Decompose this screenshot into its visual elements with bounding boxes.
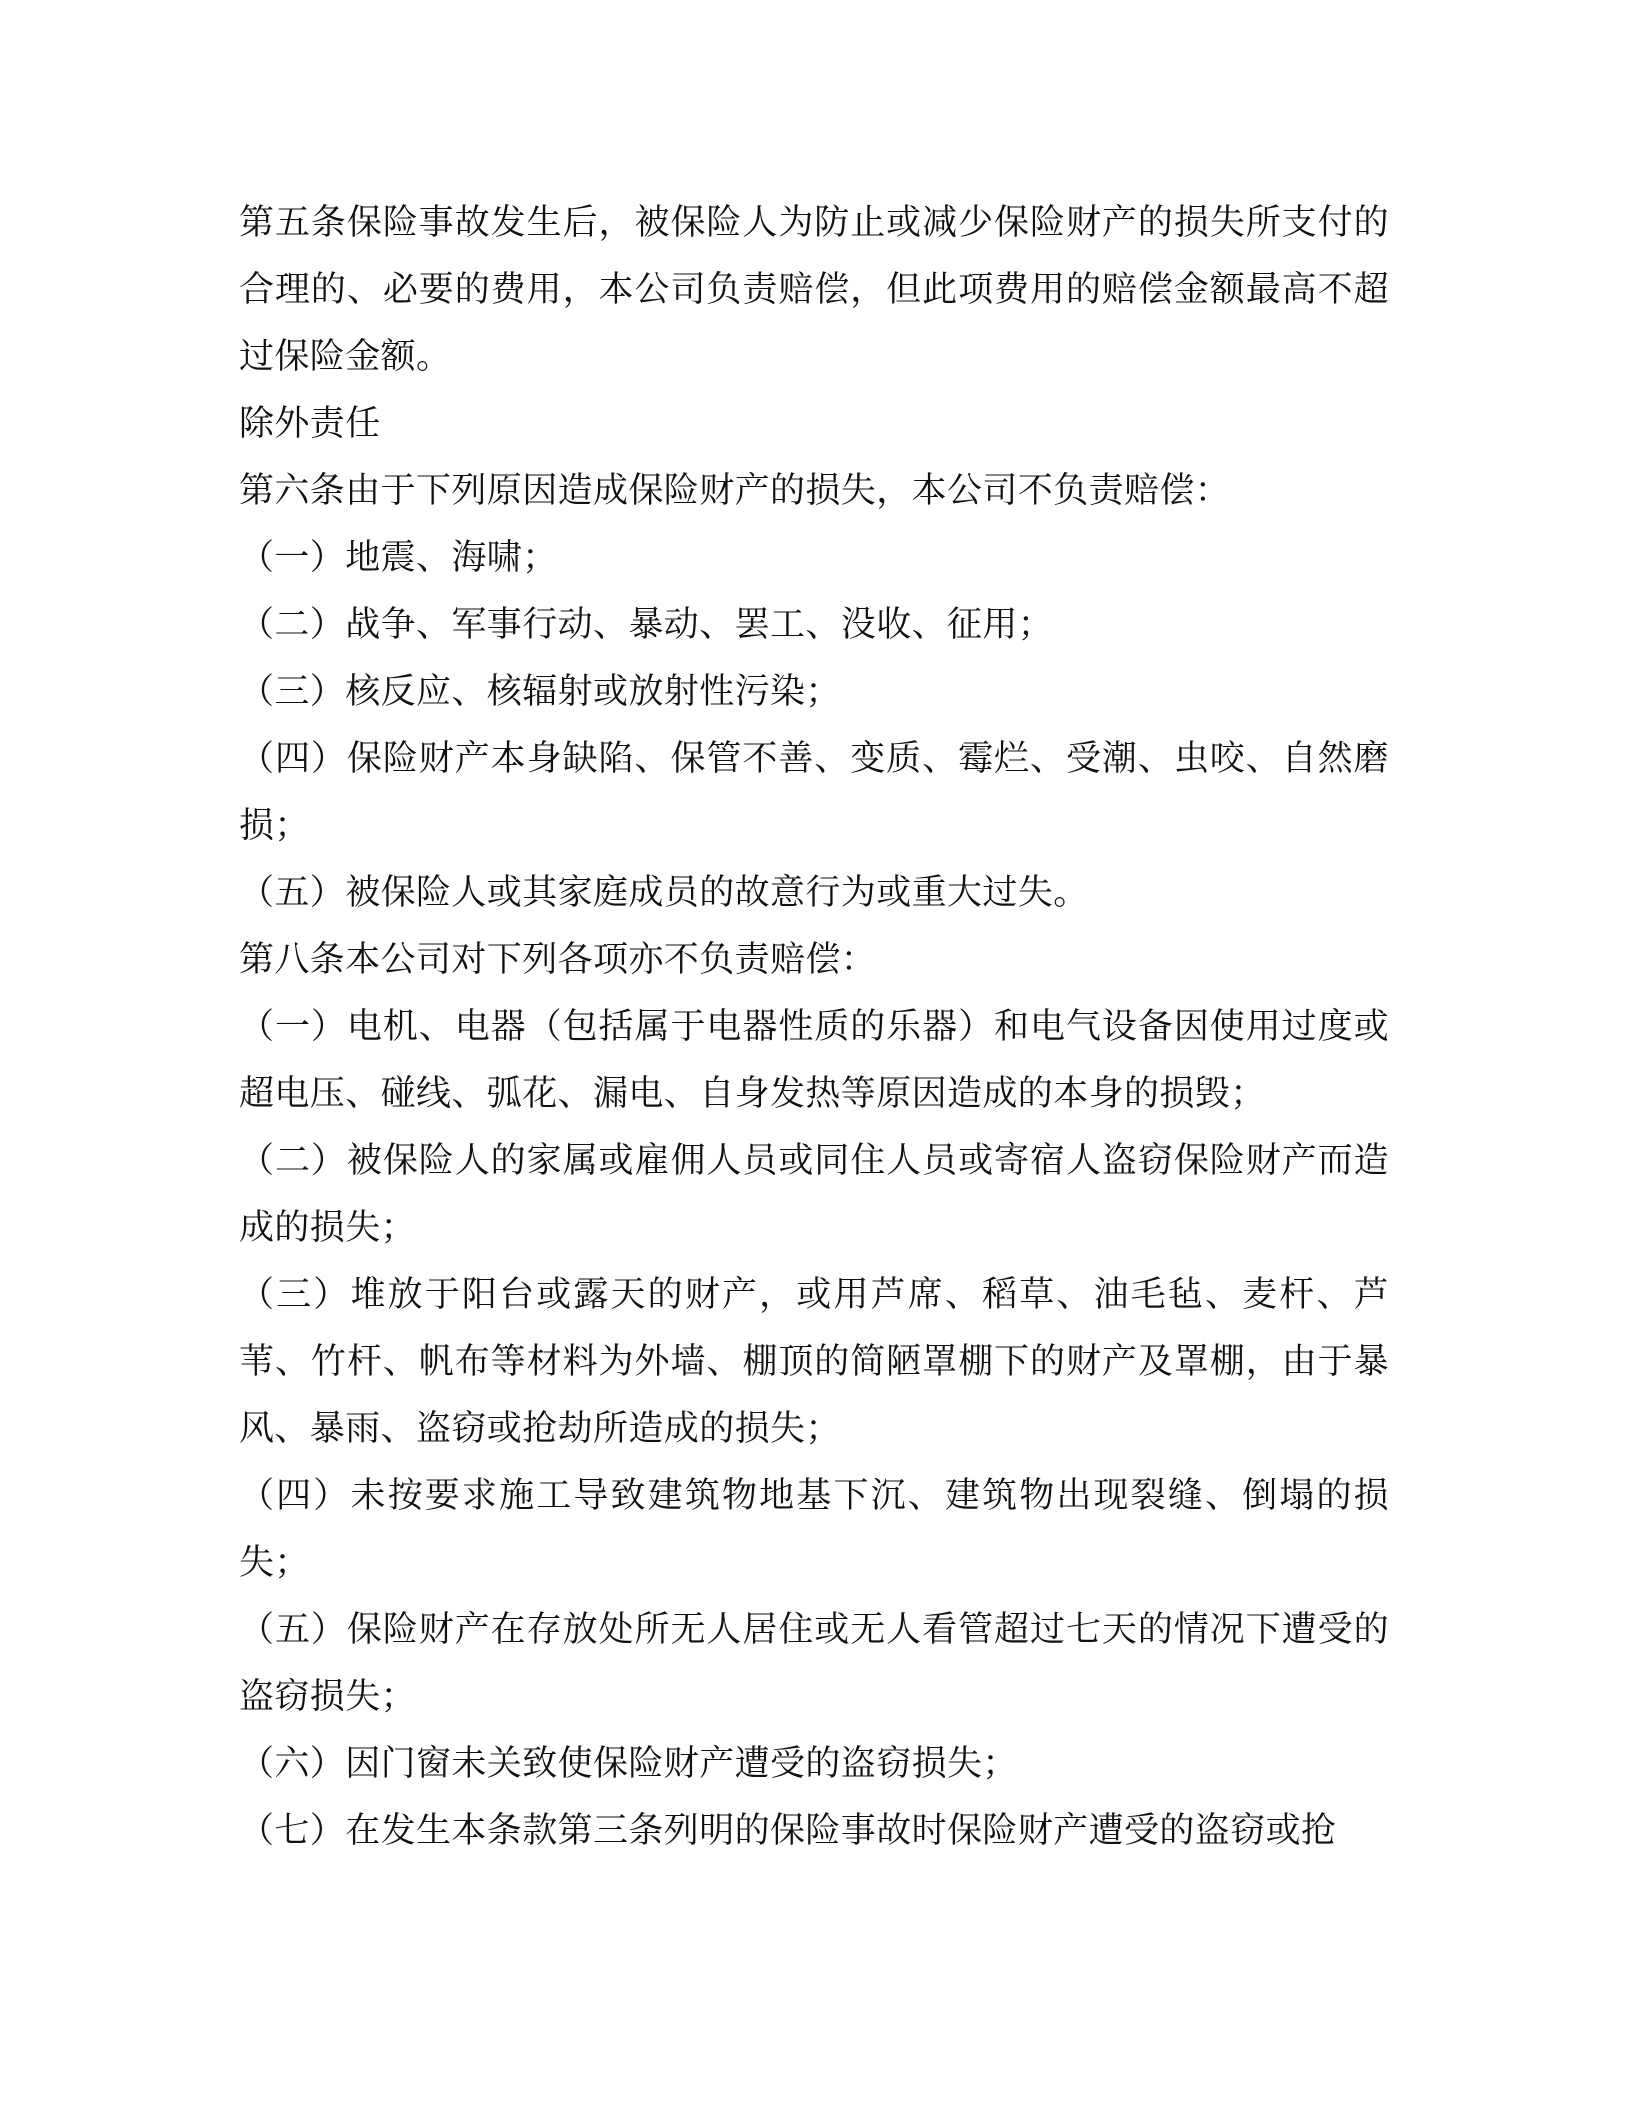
article-6-item-3: （三）核反应、核辐射或放射性污染； <box>239 672 841 712</box>
article-6-item-5: （五）被保险人或其家庭成员的故意行为或重大过失。 <box>239 873 1089 913</box>
article-6-paragraph: 第六条由于下列原因造成保险财产的损失，本公司不负责赔偿： <box>239 471 1231 511</box>
article-6-item-4: （四）保险财产本身缺陷、保管不善、变质、霉烂、受潮、虫咬、自然磨损； <box>239 739 1389 846</box>
article-5-paragraph: 第五条保险事故发生后，被保险人为防止或减少保险财产的损失所支付的合理的、必要的费用，本公司负责赔偿，但此项费用的赔偿金额最高不超过保险金额。 <box>239 203 1389 377</box>
article-8-item-3: （三）堆放于阳台或露天的财产，或用芦席、稻草、油毛毡、麦杆、芦苇、竹杆、帆布等材料为外墙、棚顶的简陋罩棚下的财产及罩棚，由于暴风、暴雨、盗窃或抢劫所造成的损失； <box>239 1275 1389 1449</box>
article-8-item-2: （二）被保险人的家属或雇佣人员或同住人员或寄宿人盗窃保险财产而造成的损失； <box>239 1141 1389 1248</box>
article-8-item-7: （七）在发生本条款第三条列明的保险事故时保险财产遭受的盗窃或抢 <box>239 1811 1337 1851</box>
article-6-item-1: （一）地震、海啸； <box>239 538 558 578</box>
section-heading-exclusions: 除外责任 <box>239 404 381 444</box>
article-8-item-6: （六）因门窗未关致使保险财产遭受的盗窃损失； <box>239 1744 1018 1784</box>
article-8-item-4: （四）未按要求施工导致建筑物地基下沉、建筑物出现裂缝、倒塌的损失； <box>239 1476 1389 1583</box>
article-8-paragraph: 第八条本公司对下列各项亦不负责赔偿： <box>239 940 877 980</box>
article-8-item-5: （五）保险财产在存放处所无人居住或无人看管超过七天的情况下遭受的盗窃损失； <box>239 1610 1389 1717</box>
article-8-item-1: （一）电机、电器（包括属于电器性质的乐器）和电气设备因使用过度或超电压、碰线、弧花、漏电、自身发热等原因造成的本身的损毁； <box>239 1007 1389 1114</box>
article-6-item-2: （二）战争、军事行动、暴动、罢工、没收、征用； <box>239 605 1054 645</box>
document-page <box>239 190 1389 1865</box>
